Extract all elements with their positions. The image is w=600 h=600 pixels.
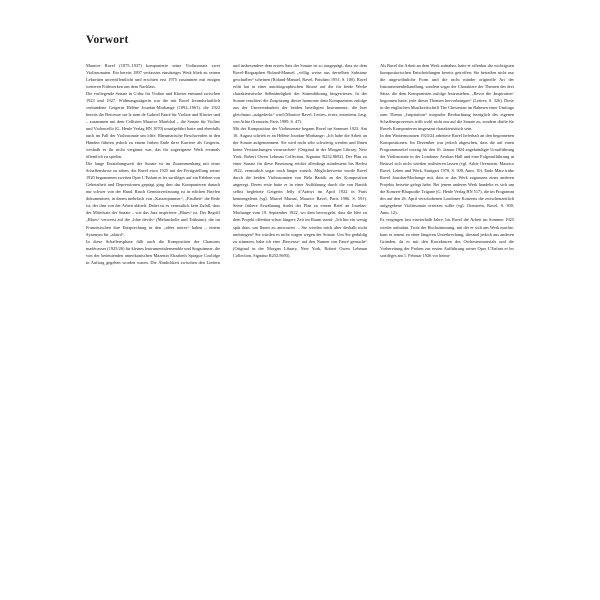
body-text-columns [86, 62, 514, 578]
page-title: Vorwort [86, 34, 129, 46]
paragraph: Maurice Ravel (1875–1937) komponierte seine Violinsonate zwei Violinsonaten. Ein bereits 1897 verfasstes einsätziges Werk blieb zu seinen Lebzeiten unveröffentlicht und erschien erst 1975 zusammen mit einigen weiteren Frühwerken aus dem Nachlass. [86, 62, 220, 89]
paragraph: In den Wintermonaten 1923/24 arbeitete Ravel lieferhaft an den begonnenen Kompositionen. Im Dezember war jedoch abgeschen, dass die auf einen Programmzettel vorzüg für den 16. Januar 1924 angekündigte Uraufführung der Violinsonate in der Londoner Aeolian Hall und eine Folgeaufführung in Brüssel sich nicht würden realisieren lassen (vgl. Arbie Orenstein, Maurice Ravel, Leben und Werk, Stuttgart 1978, S. 300, Anm. 10). Ende März trübe Ravel Jourdan-Morhange mit, dass er das Werk zugunsten eines anderen Projekts beiseite gelegt habe. Bei jenem anderen Werk handelte es sich um die Konzert-Rhapsodie Tzigane (G. Henle Verlag HN 517), die im Programm des auf den 26. April verschobenen Londoner Konzerts die zwischenzeitlich aufgegebene Violinsonate ersetzen sollte (vgl. Orenstein, Ravel, S. 300, Anm. 12). [380, 133, 514, 216]
paragraph: Die vorliegende Sonate in G-dur für Violine und Klavier entstand zwischen 1923 und 1927. Widmungsträgerin war die mit Ravel freundschaftlich verbundene Geigerin Hélène Jourdan-Morhange (1892–1961), die 1922 bereits die Berceuse sur le nom de Gabriel Fauré für Violine und Klavier und – zusammen mit dem Cellisten Maurice Maréchal – die Sonate für Violine und Violoncello (G. Henle Verlag HN 1070) uraufgeführt hatte und ebenfalls auch im Fall der Violinsonate um öffte. Rheumatische Beschwerden in den Händen führten jedoch zu einem frühen Ende ihrer Karriere als Geigerin, weshalb es ihr nicht vergönnt war, das ihr zugeeignete Werk erstmals öffentlich zu spielen. [86, 90, 220, 160]
paragraph: In diese Schaffensphase fällt auch die Komposition der Chansons madécasses (1925/26) für kleines Instrumentalensemble und Singstimme, die von der bedeutenden amerikanischen Mäzenin Elizabeth Sprague Coolidge in Auftrag gegeben worden waren. Die Ähnlichkeit zwischen den Liedern und insbesondere dem ersten Satz der Sonate ist so ausgeprägt, dass sie dem Ravel-Biographen Roland-Manuel „völlig weise aus derselben Substanz geschaffen“ scheinen (Roland-Manuel, Ravel, Potsdam 1951, S. 100). Ravel erlitt hat in einer autobiographischen Skizze auf die für beide Werke charakteristische Selbständigkeit der Stimmführung hingewiesen. In der Sonate resultiert die Zuspitzung dieser harmonie dem Komponisten zufolge aus der Unvereinbarkeit der beiden beteiligten Instrumente, die hier gleichsam „aufgedeckt“ wird (Maurice Ravel, Lettres, écrits, entretiens, hrsg. von Arbie Orenstein, Paris 1989, S. 47). [86, 62, 367, 265]
paragraph: Als Ravel die Arbeit an dem Werk aufnahm, hatte er offenbar die wichtigsten kompositorischen Entscheidungen bereits getroffen: Sie betraffen nicht nur die ungewöhnliche Form und die nicht minder originelle Art der Instrumentenbehandlung, sondern sogar die Charaktere der Themen des drei Sätze, die dem Komponisten zufolge festzustehen. „Bevor die ,Inspiration‘ begonnen hatte, jede dieser Themen hervorbringen“ (Lettres, S. 326). Diese in der englischen Musikzeitschrift The Chesterian im Rahmen einer Umfrage zum Thema „Inspiration“ misprobe Beobachtung bezüglich des eigenen Schaffensprozesses trifft wohl nicht nur auf die Sonate zu, sondern dürfte für Ravels Komponieren insgesamt charakteristisch sein. [380, 62, 514, 132]
paragraph: Die lange Entstehungszeit der Sonate ist im Zusammenhang mit einer Schaffenskrise zu sehen, die Ravel etwa 1925 mit der Fertigstellung seiner 1920 begonnenen zweiten Oper L’Enfant et les sortilèges auf ein Erleben von Gehetztheit und Depressionen geprägt ging ihm das Komponieren danach nur schwer von der Hand. Rasch Gemütsverfassung ist in etlichen Briefen dokumentiert; in denen mehrfach von „Katzenjammer“, „Faulheit“ die Rede ist, der ihm von der Arbeit abhielt. Dabei ist es vermutlich kein Zufall, dass der Mittelsatz der Sonate – wie das Jazz inspirierte „Blues“ ist. Der Begriff „Blues“ verweist auf die „blue devils“ (Melancholie und Trübsinn), die im Französischen ihre Entsprechung in den „idées noires“ haben – einem Synonym für „afaird“. [86, 161, 220, 237]
paragraph: Es vergingen fast einvierhalb Jahre, bis Ravel die Arbeit im Sommer 1925 wieder aufnahm. Trotz der Hochstimmung, mit der er sich ans Werk machte, kam es erneut zu einer längeren Unterbrechung, diesmal jedoch aus anderen Gründen, da es mit den Korrekturen des Orchestermaterials und die Vorbereitung der Proben zur ersten Aufführung seiner Oper L’Enfant et les sortilèges am 1. Februar 1926 vor heimi- [380, 217, 514, 258]
paragraph: Mit der Komposition der Violinsonate begann Ravel im Sommer 1923. Am 16. August schrieb er an Hélène Jourdan-Morhange: „Ich habe die Arbeit an der Sonate aufgenommen: Sie wird nicht sehr schwierig werden und Ihnen keine Verstauchungen verursachen“ (Original in der Morgan Library, New York, Robert Owen Lehman Collection, Signatur R252.8692). Der Plan zu einer Sonate für diese Besetzung reichte allerdings mindestens bis Herbst 1922, vermutlich sogar noch länger zurück. Möglicherweise wurde Ravel durch die beiden Violinsonaten von Béla Bartók zu der Komposition angeregt. Deren erste hatte er in einer Aufführung durch die von Bartók selbst begleitete Geigerin Jelly d’Arányi im April 1922 in Paris kennengelernt (vgl. Marcel Marnat, Maurice Ravel, Paris 1986, S. 591). Seine frühere Erwähnung findet der Plan zu einem Brief an Jourdan-Morhange vom 19. September 1922, wo dem hervorgeht, dass die Idee zu dem Projekt offenbar schon längere Zeit im Raum stand: „Ich bin ein wenig spät dran, um Ihnen zu antworten ... Sie werden mich aber deshalb nicht umbringen? Sie würden es nicht wagen wegen der Sonate. Um Sie geduldig zu stimmen, habe ich eine ,Berceuse‘ auf den Namen von Fauré gemacht“ (Original in der Morgan Library, New York, Robert Owen Lehman Collection, Signatur R252.8693). [233, 126, 367, 258]
